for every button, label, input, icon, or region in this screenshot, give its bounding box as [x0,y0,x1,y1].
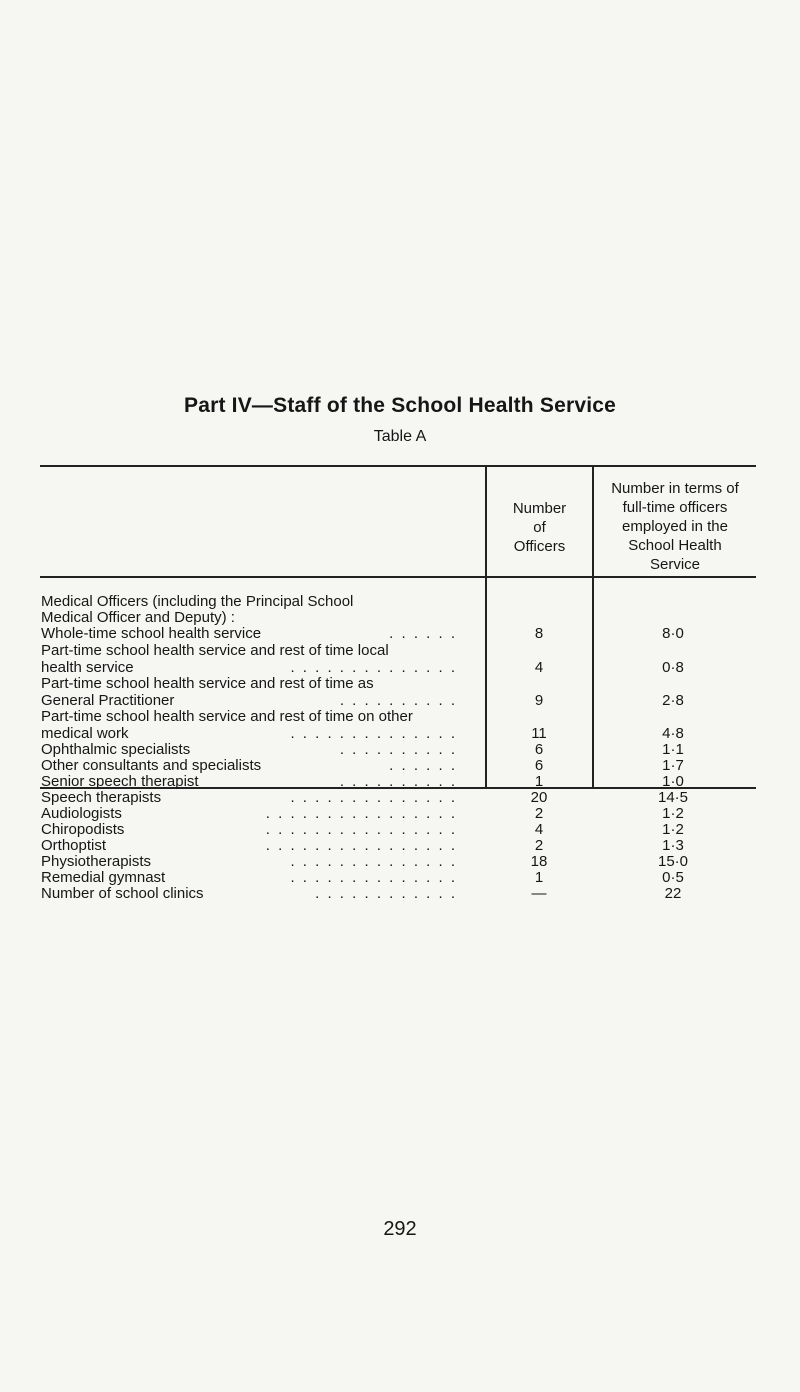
fulltime-cell: 1·3 [662,837,684,854]
row-label-text: Remedial gymnast [41,869,166,886]
row-label-text: health service [41,659,134,676]
leader-dots: . . . . . . . . . . . . . . [290,869,457,886]
leader-dots: . . . . . . [389,625,457,642]
officers-cell: 1 [534,869,544,886]
officers-cell: 4 [534,821,544,838]
row-label-text: Orthoptist [41,837,107,854]
officers-cell: 1 [534,773,544,790]
row-label-text: Number of school clinics [41,885,204,902]
fulltime-cell: 0·5 [662,869,684,886]
row-label [41,821,471,838]
officers-cell: 18 [530,853,548,870]
fulltime-cell: 1·2 [662,805,684,822]
row-label [41,675,471,692]
row-label-text: Physiotherapists [41,853,152,870]
fulltime-cell: 1·7 [662,757,684,774]
leader-dots: . . . . . . . . . . . . . . . . [265,805,457,822]
row-label [41,837,471,854]
fulltime-cell: 1·2 [662,821,684,838]
row-label [41,773,471,790]
row-label [41,805,471,822]
row-label [41,789,471,806]
row-label-text: Part-time school health service and rest of time as [41,675,374,692]
row-label [41,757,471,774]
row-label [41,692,471,709]
row-label [41,741,471,758]
row-label-text: Senior speech therapist [41,773,199,790]
leader-dots: . . . . . . . . . . . . [315,885,457,902]
fulltime-cell: 1·1 [662,741,684,758]
leader-dots: . . . . . . . . . . [339,692,457,709]
row-label [41,708,471,725]
fulltime-cell: 22 [664,885,682,902]
row-label-text: Speech therapists [41,789,162,806]
header-bottom-rule [40,576,756,578]
fulltime-cell: 14·5 [657,789,689,806]
row-label [41,593,471,610]
row-label-text: Whole-time school health service [41,625,262,642]
fulltime-cell: 15·0 [657,853,689,870]
officers-cell: — [531,885,547,902]
row-label-text: Part-time school health service and rest of time on other [41,708,413,725]
fulltime-cell: 0·8 [662,659,684,676]
page-title: Part IV—Staff of the School Health Service [184,394,616,417]
row-label [41,885,471,902]
row-label [41,853,471,870]
row-label-text: Ophthalmic specialists [41,741,191,758]
leader-dots: . . . . . . . . . . . . . . [290,789,457,806]
row-label-text: Medical Officers (including the Principal School [41,593,354,610]
row-label [41,725,471,742]
officers-cell: 8 [534,625,544,642]
leader-dots: . . . . . . . . . . . . . . . . [265,821,457,838]
officers-cell: 20 [530,789,548,806]
leader-dots: . . . . . . . . . . . . . . [290,725,457,742]
leader-dots: . . . . . . . . . . . . . . [290,853,457,870]
fulltime-cell: 2·8 [662,692,684,709]
leader-dots: . . . . . . . . . . [339,741,457,758]
row-label-text: Part-time school health service and rest of time local [41,642,389,659]
row-label [41,609,471,626]
row-label-text: General Practitioner [41,692,175,709]
table-top-rule [40,465,756,467]
column-header-fulltime: Number in terms of full-time officers employed in the School Health Service [611,480,739,573]
column-header-officers: Number of Officers [512,500,567,555]
fulltime-cell: 4·8 [662,725,684,742]
fulltime-cell: 8·0 [662,625,684,642]
leader-dots: . . . . . . . . . . . . . . [290,659,457,676]
leader-dots: . . . . . . [389,757,457,774]
row-label [41,642,471,659]
officers-cell: 4 [534,659,544,676]
row-label-text: Medical Officer and Deputy) : [41,609,235,626]
officers-cell: 6 [534,741,544,758]
officers-cell: 2 [534,837,544,854]
row-label-text: Audiologists [41,805,122,822]
leader-dots: . . . . . . . . . . [339,773,457,790]
row-label [41,659,471,676]
officers-cell: 9 [534,692,544,709]
row-label [41,869,471,886]
leader-dots: . . . . . . . . . . . . . . . . [265,837,457,854]
row-label-text: Chiropodists [41,821,125,838]
row-label-text: Other consultants and specialists [41,757,262,774]
officers-cell: 11 [531,725,547,742]
officers-cell: 2 [534,805,544,822]
row-label [41,625,471,642]
fulltime-cell: 1·0 [662,773,684,790]
row-label-text: medical work [41,725,129,742]
officers-cell: 6 [534,757,544,774]
table-caption: Table A [373,428,427,445]
page-number: 292 [383,1218,417,1240]
